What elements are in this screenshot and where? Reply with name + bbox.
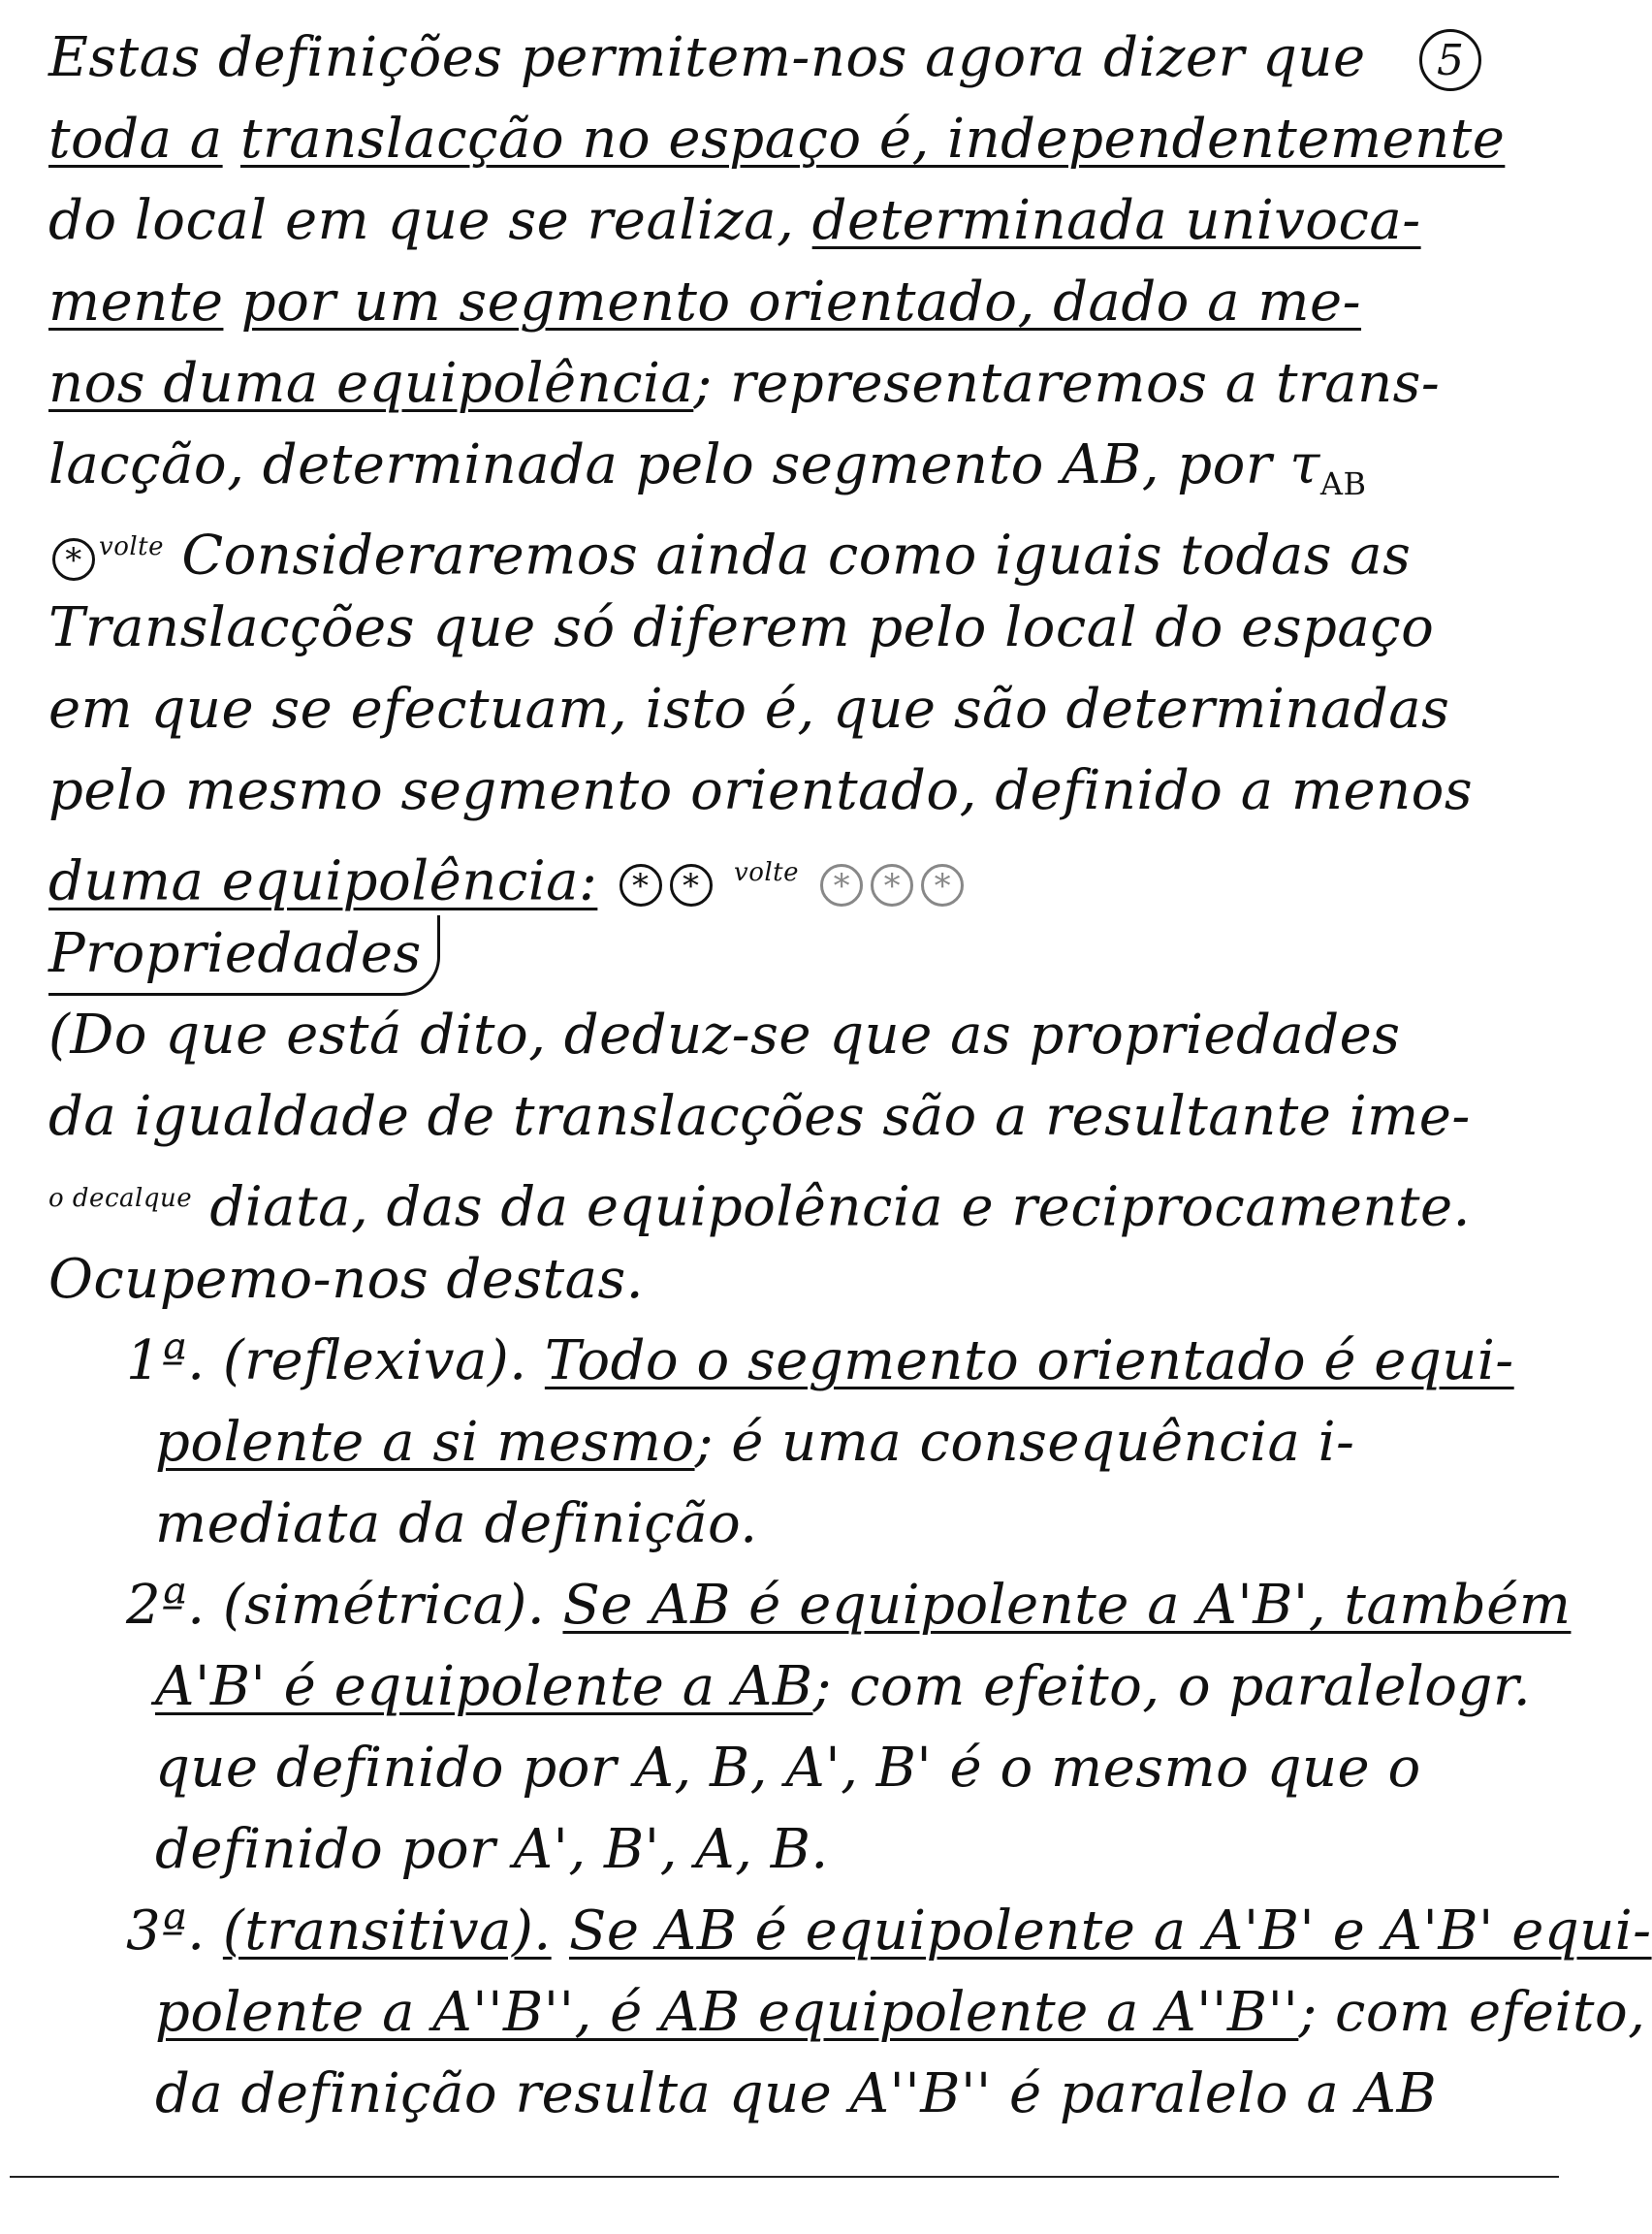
text-line-6 <box>48 427 1464 508</box>
text-span: 3ª. <box>126 1899 206 1963</box>
text-line-19 <box>48 1485 1464 1567</box>
text-line-8 <box>48 590 1464 671</box>
text-span: 1ª. (reflexiva). <box>126 1329 527 1392</box>
underlined-text: translacção no espaço é, independentemente <box>239 108 1506 171</box>
text-span: definido por A', B', A, B. <box>155 1818 829 1881</box>
text-span: Estas definições permitem-nos agora dizer que <box>48 26 1366 89</box>
underlined-text: polente a si mesmo <box>155 1411 695 1474</box>
asterisk-mark-icon: * <box>921 864 964 907</box>
asterisk-mark-icon: * <box>820 864 863 907</box>
text-span: pelo mesmo segmento orientado, definido a menos <box>48 759 1474 822</box>
asterisk-mark-icon: * <box>52 538 95 581</box>
underlined-text: toda a <box>48 108 223 171</box>
text-line-11 <box>48 834 1464 915</box>
text-line-13 <box>48 997 1464 1078</box>
margin-note: volte <box>99 532 164 561</box>
text-line-26 <box>48 2056 1464 2137</box>
text-line-21 <box>48 1648 1532 1730</box>
text-line-10 <box>48 752 1474 834</box>
text-line-9 <box>48 671 1464 752</box>
text-line-24 <box>48 1893 1652 1974</box>
underlined-text: Se AB é equipolente a A'B' e A'B' equi- <box>568 1899 1652 1963</box>
text-span: ; com efeito, o paralelogr. <box>812 1655 1532 1718</box>
text-line-2 <box>48 101 1506 182</box>
underlined-text: Todo o segmento orientado é equi- <box>544 1329 1514 1392</box>
underlined-text: duma equipolência: <box>48 849 598 913</box>
text-line-3 <box>48 182 1464 264</box>
text-line-12 <box>48 915 1464 997</box>
underlined-text: por um segmento orientado, dado a me- <box>240 271 1362 334</box>
text-line-16 <box>48 1241 1464 1323</box>
text-line-1 <box>48 19 1464 101</box>
text-line-20 <box>48 1567 1572 1648</box>
text-line-18 <box>48 1404 1464 1485</box>
text-span: Ocupemo-nos destas. <box>48 1248 645 1311</box>
text-span: que definido por A, B, A', B' é o mesmo que o <box>155 1737 1421 1800</box>
text-line-14 <box>48 1078 1471 1160</box>
text-line-15 <box>48 1160 1471 1241</box>
underlined-text: mente <box>48 271 224 334</box>
underlined-text: determinada univoca- <box>811 189 1421 252</box>
page-number: 5 <box>1419 29 1481 91</box>
text-line-5 <box>48 345 1464 427</box>
text-span: Consideraremos ainda como iguais todas as <box>181 524 1412 588</box>
underlined-text: (transitiva). <box>222 1899 552 1963</box>
page-bottom-edge <box>10 2176 1559 2178</box>
interlinear-note: o decalque <box>48 1184 193 1213</box>
asterisk-mark-icon: * <box>670 864 713 907</box>
text-span: do local em que se realiza, <box>48 189 795 252</box>
text-line-22 <box>48 1730 1464 1811</box>
section-heading: Propriedades <box>48 915 440 996</box>
margin-note: volte <box>734 858 799 887</box>
underlined-text: nos duma equipolência <box>48 352 694 415</box>
text-span: da igualdade de translacções são a resultante ime- <box>48 1085 1471 1148</box>
text-line-17 <box>48 1323 1514 1404</box>
asterisk-mark-icon: * <box>620 864 662 907</box>
underlined-text: A'B' é equipolente a AB <box>155 1655 813 1718</box>
text-span: 2ª. (simétrica). <box>126 1574 546 1637</box>
text-span: em que se efectuam, isto é, que são determinadas <box>48 678 1450 741</box>
text-line-23 <box>48 1811 1464 1893</box>
text-span: Translacções que só diferem pelo local do espaço <box>48 596 1435 659</box>
text-line-7 <box>48 508 1464 590</box>
text-line-4 <box>48 264 1464 345</box>
text-span: ; é uma consequência i- <box>694 1411 1355 1474</box>
underlined-text: polente a A''B'', é AB equipolente a A''B'' <box>155 1981 1299 2044</box>
text-span: (Do que está dito, deduz-se que as propriedades <box>48 1004 1401 1067</box>
text-line-25 <box>48 1974 1646 2056</box>
text-span: ; com efeito, <box>1298 1981 1646 2044</box>
text-span: mediata da definição. <box>155 1492 758 1555</box>
text-span: ; representaremos a trans- <box>693 352 1441 415</box>
asterisk-mark-icon: * <box>871 864 913 907</box>
text-span: diata, das da equipolência e reciprocamente. <box>209 1175 1471 1239</box>
text-span: lacção, determinada pelo segmento AB, por τ <box>48 433 1320 496</box>
manuscript-text <box>48 19 1652 2137</box>
subscript: AB <box>1319 465 1367 503</box>
underlined-text: Se AB é equipolente a A'B', também <box>562 1574 1572 1637</box>
text-span: da definição resulta que A''B'' é paralelo a AB <box>155 2062 1438 2125</box>
